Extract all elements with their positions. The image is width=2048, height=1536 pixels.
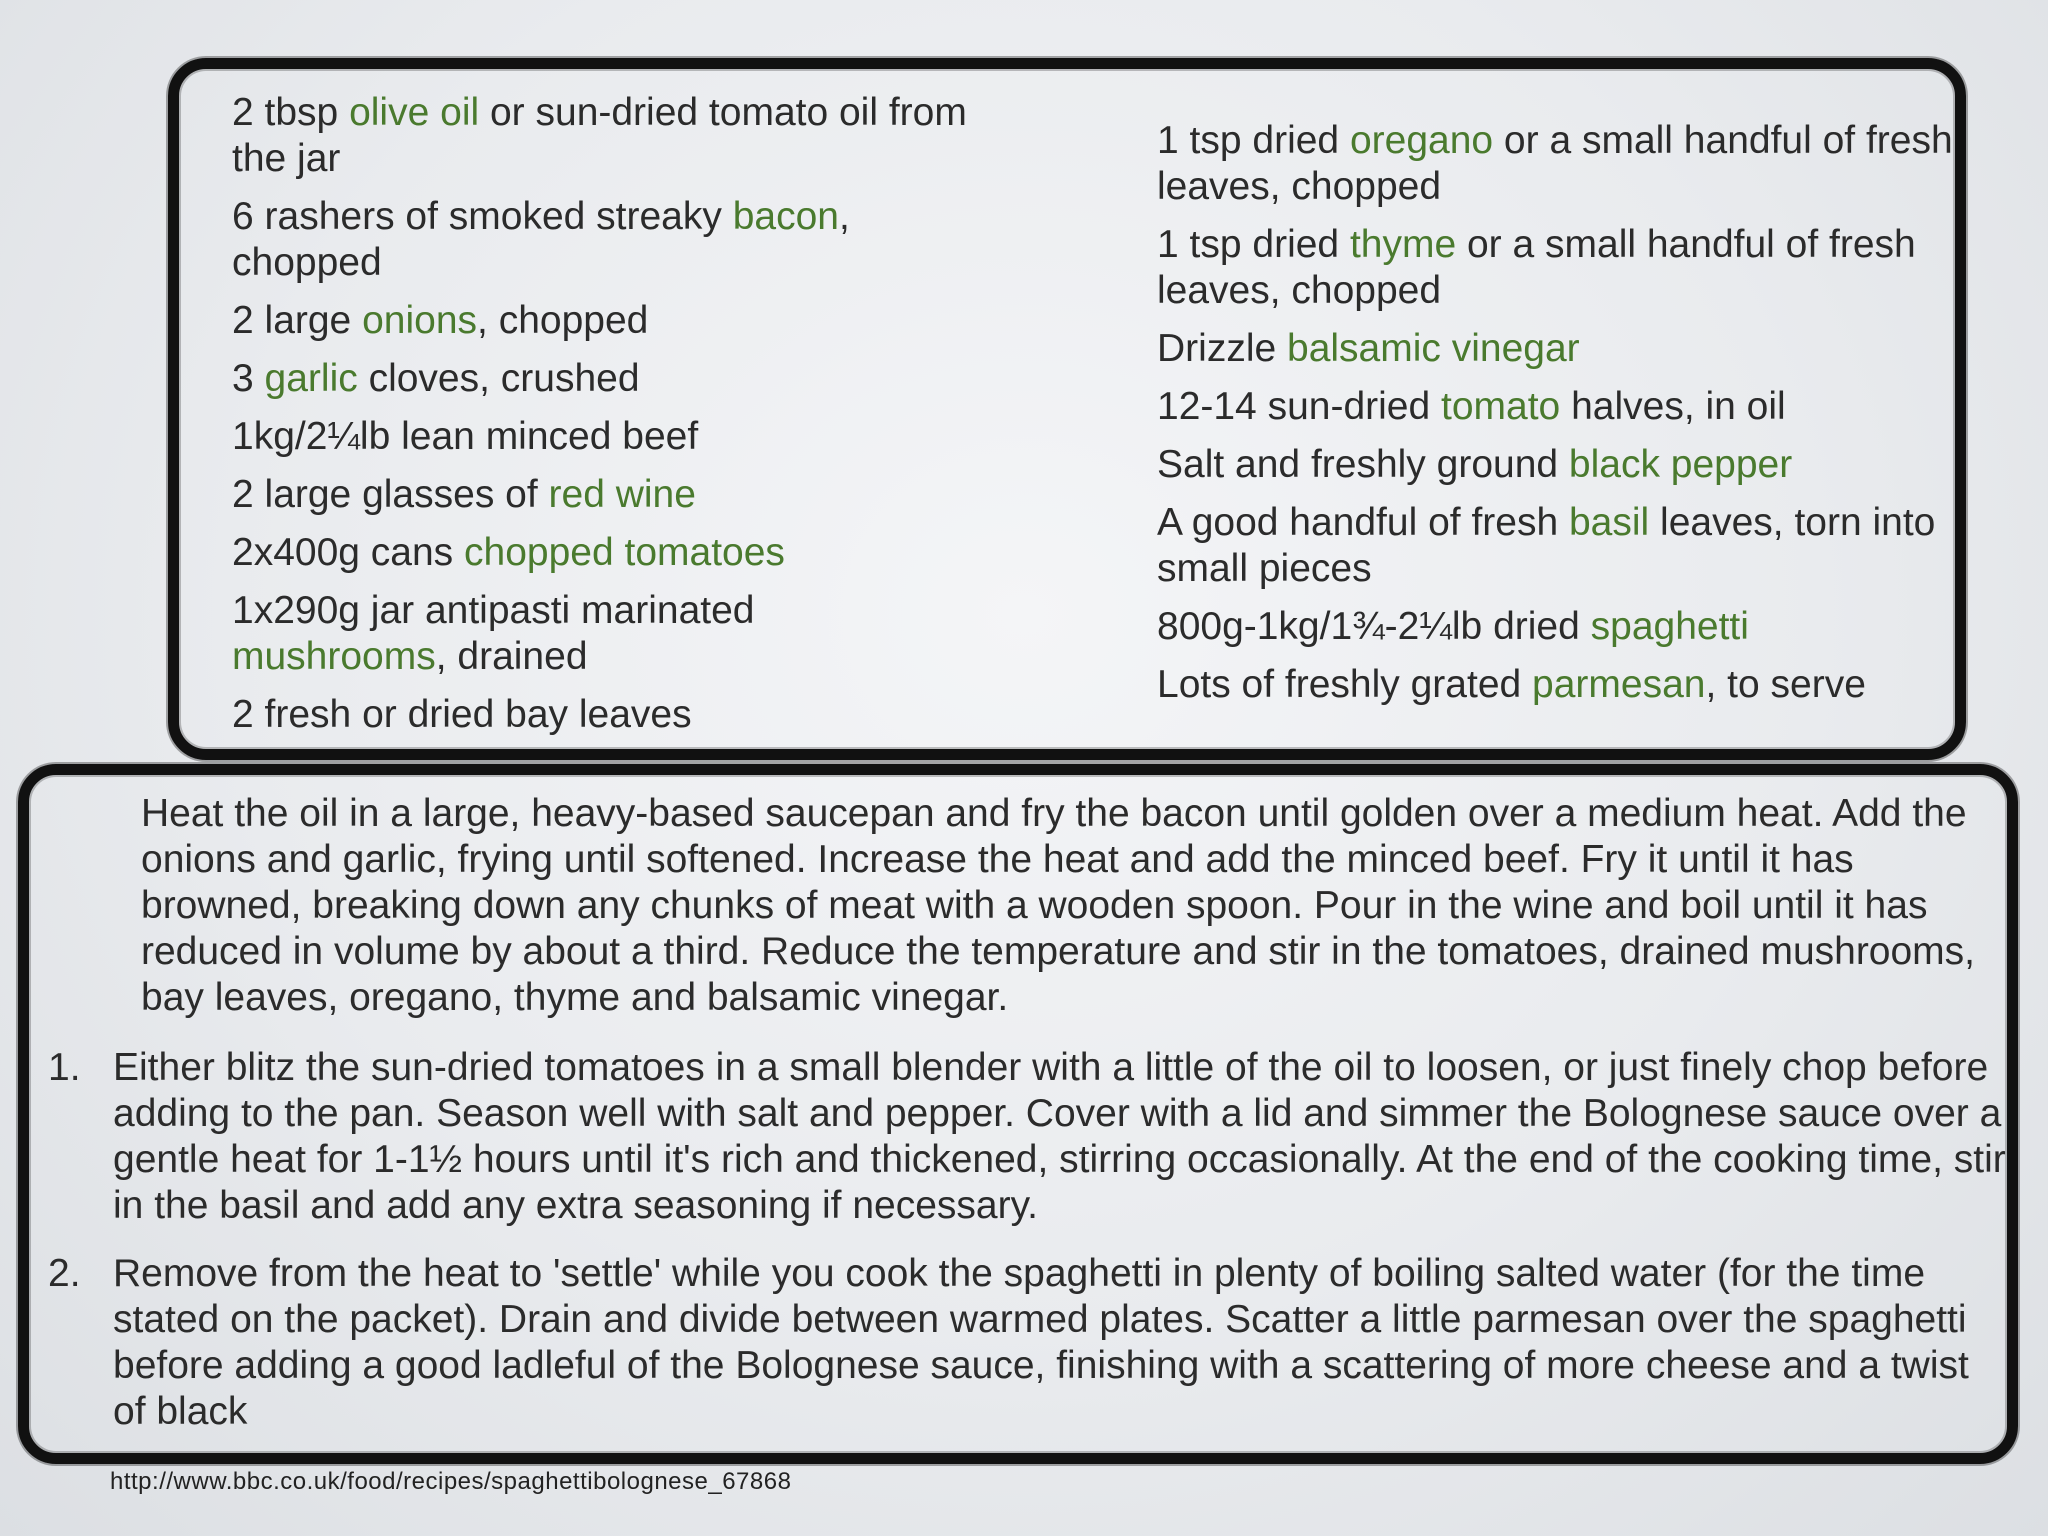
method-steps-list	[40, 1045, 2010, 1457]
ingredient-item: 2 large onions, chopped	[232, 299, 649, 342]
ingredient-item: 6 rashers of smoked streaky bacon, chopped	[232, 195, 850, 284]
ingredients-list-right	[1157, 118, 1957, 720]
method-intro-paragraph: Heat the oil in a large, heavy-based saucepan and fry the bacon until golden over a medium heat. Add the onions and garlic, frying until softened. Increase the heat and add the minced beef. Fry it until it has browned, breaking down any chunks of meat with a wooden spoon. Pour in the wine and boil until it has reduced in volume by about a third. Reduce the temperature and stir in the tomatoes, drained mushrooms, bay leaves, oregano, thyme and balsamic vinegar.	[141, 792, 1976, 1019]
method-step	[40, 1251, 2010, 1435]
ingredient-item: 1kg/2¼lb lean minced beef	[232, 415, 699, 458]
ingredient-item: 1 tsp dried thyme or a small handful of fresh leaves, chopped	[1157, 223, 1916, 312]
ingredient-item: Lots of freshly grated parmesan, to serve	[1157, 663, 1866, 706]
ingredient-item: Drizzle balsamic vinegar	[1157, 327, 1580, 370]
ingredient-item: 2 tbsp olive oil or sun-dried tomato oil from the jar	[232, 91, 967, 180]
ingredient-item: 3 garlic cloves, crushed	[232, 357, 640, 400]
ingredient-item: 2x400g cans chopped tomatoes	[232, 531, 785, 574]
ingredient-item: 12-14 sun-dried tomato halves, in oil	[1157, 385, 1786, 428]
step-text: Remove from the heat to 'settle' while you cook the spaghetti in plenty of boiling salted water (for the time stated on the packet). Drain and divide between warmed plates. Scatter a little parmesan over the spaghetti before adding a good ladleful of the Bolognese sauce, finishing with a scattering of more cheese and a twist of black	[113, 1252, 1969, 1433]
ingredient-item: A good handful of fresh basil leaves, torn into small pieces	[1157, 501, 1936, 590]
step-text: Either blitz the sun-dried tomatoes in a small blender with a little of the oil to loosen, or just finely chop before adding to the pan. Season well with salt and pepper. Cover with a lid and simmer the Bolognese sauce over a gentle heat for 1-1½ hours until it's rich and thickened, stirring occasionally. At the end of the cooking time, stir in the basil and add any extra seasoning if necessary.	[113, 1046, 2006, 1227]
ingredient-item: 800g-1kg/1¾-2¼lb dried spaghetti	[1157, 605, 1749, 648]
method-step	[40, 1045, 2010, 1229]
ingredient-item: 1 tsp dried oregano or a small handful of fresh leaves, chopped	[1157, 119, 1953, 208]
ingredient-item: 2 large glasses of red wine	[232, 473, 696, 516]
step-number: 2.	[48, 1252, 81, 1295]
ingredient-item: 2 fresh or dried bay leaves	[232, 693, 692, 736]
ingredient-item: 1x290g jar antipasti marinated mushrooms, drained	[232, 589, 755, 678]
ingredients-list-left	[232, 90, 972, 750]
ingredient-item: Salt and freshly ground black pepper	[1157, 443, 1793, 486]
source-url: http://www.bbc.co.uk/food/recipes/spaghettibolognese_67868	[110, 1468, 792, 1495]
step-number: 1.	[48, 1046, 81, 1089]
